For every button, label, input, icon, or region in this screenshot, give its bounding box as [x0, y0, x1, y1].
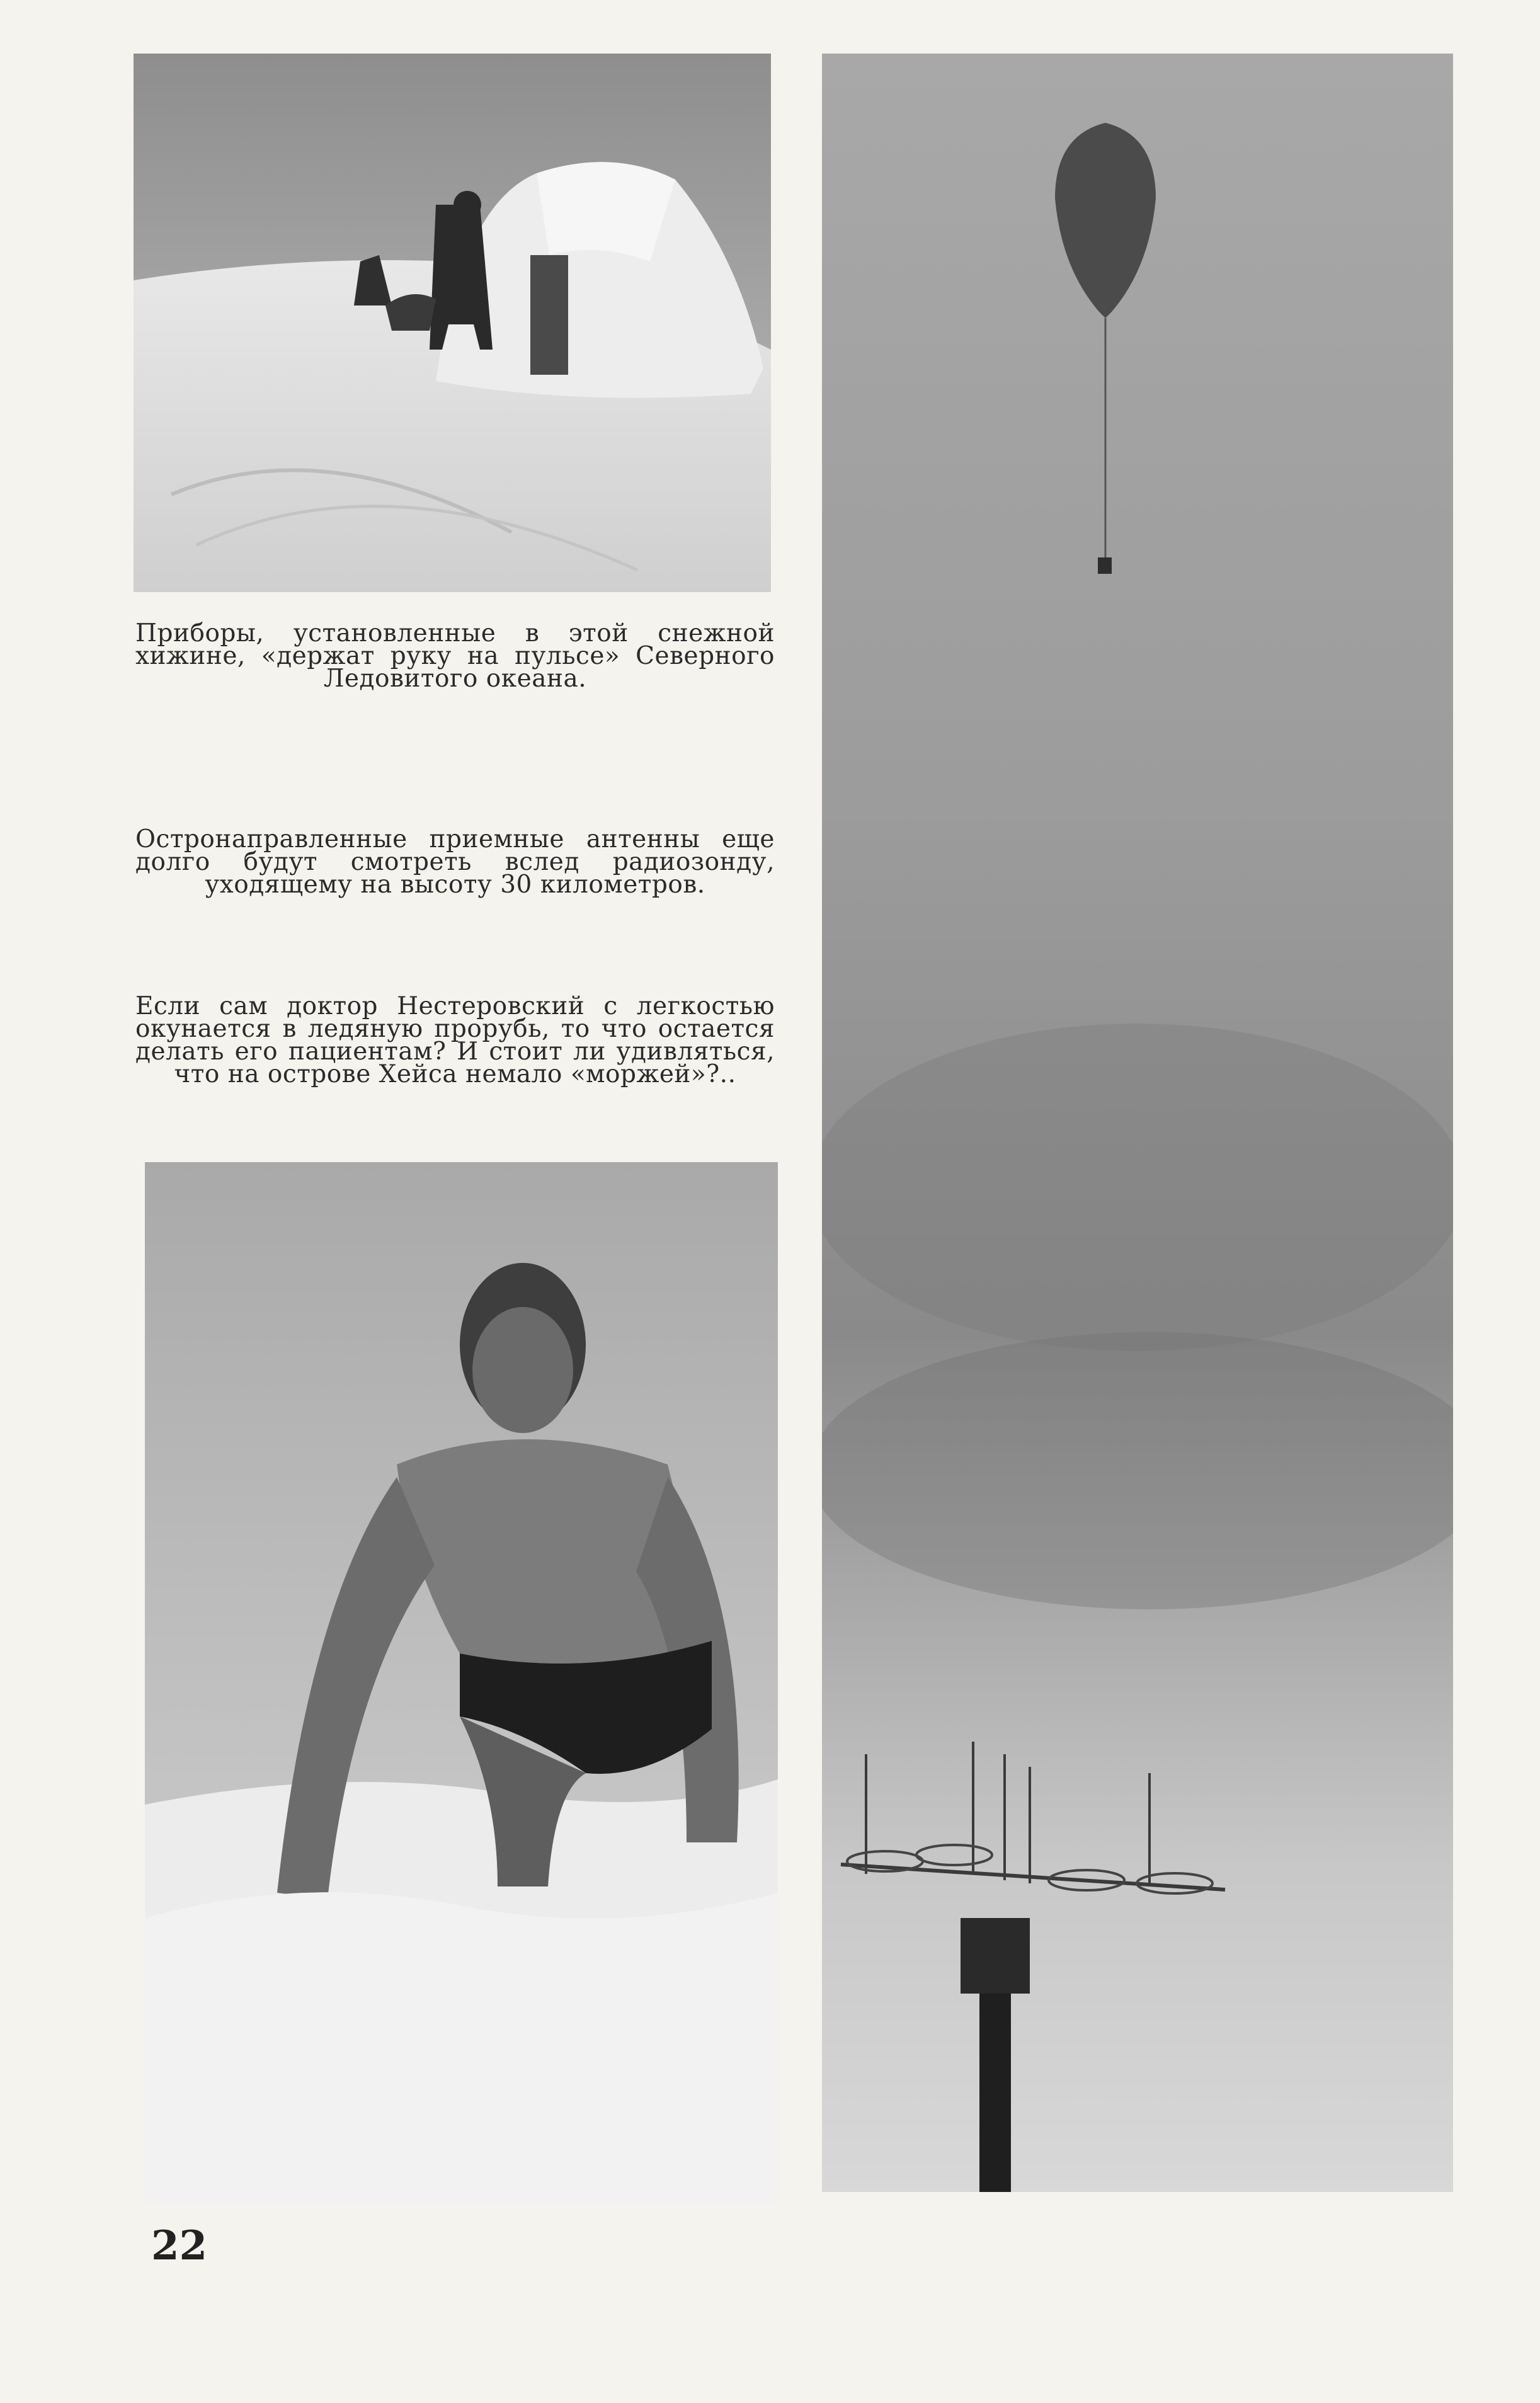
- snow-hut-caption: Приборы, установленные в этой снежной хижине, «держат руку на пульсе» Северного Ледовитого океана.: [135, 619, 775, 693]
- doctor-caption: Если сам доктор Нестеровский с легкостью окунается в ледяную прорубь, то что остается делать его пациентам? И стоит ли удивляться, что на острове Хейса немало «моржей»?..: [135, 992, 775, 1088]
- antennas-caption: Остронаправленные приемные антенны еще долго будут смотреть вслед радиозонду, уходящему на высоту 30 километров.: [135, 825, 775, 899]
- balloon-antennas-photo: [822, 54, 1453, 2192]
- snow-hut-photo: [134, 54, 771, 592]
- page-number: 22: [151, 2222, 208, 2269]
- doctor-in-snow-photo: [145, 1162, 778, 2205]
